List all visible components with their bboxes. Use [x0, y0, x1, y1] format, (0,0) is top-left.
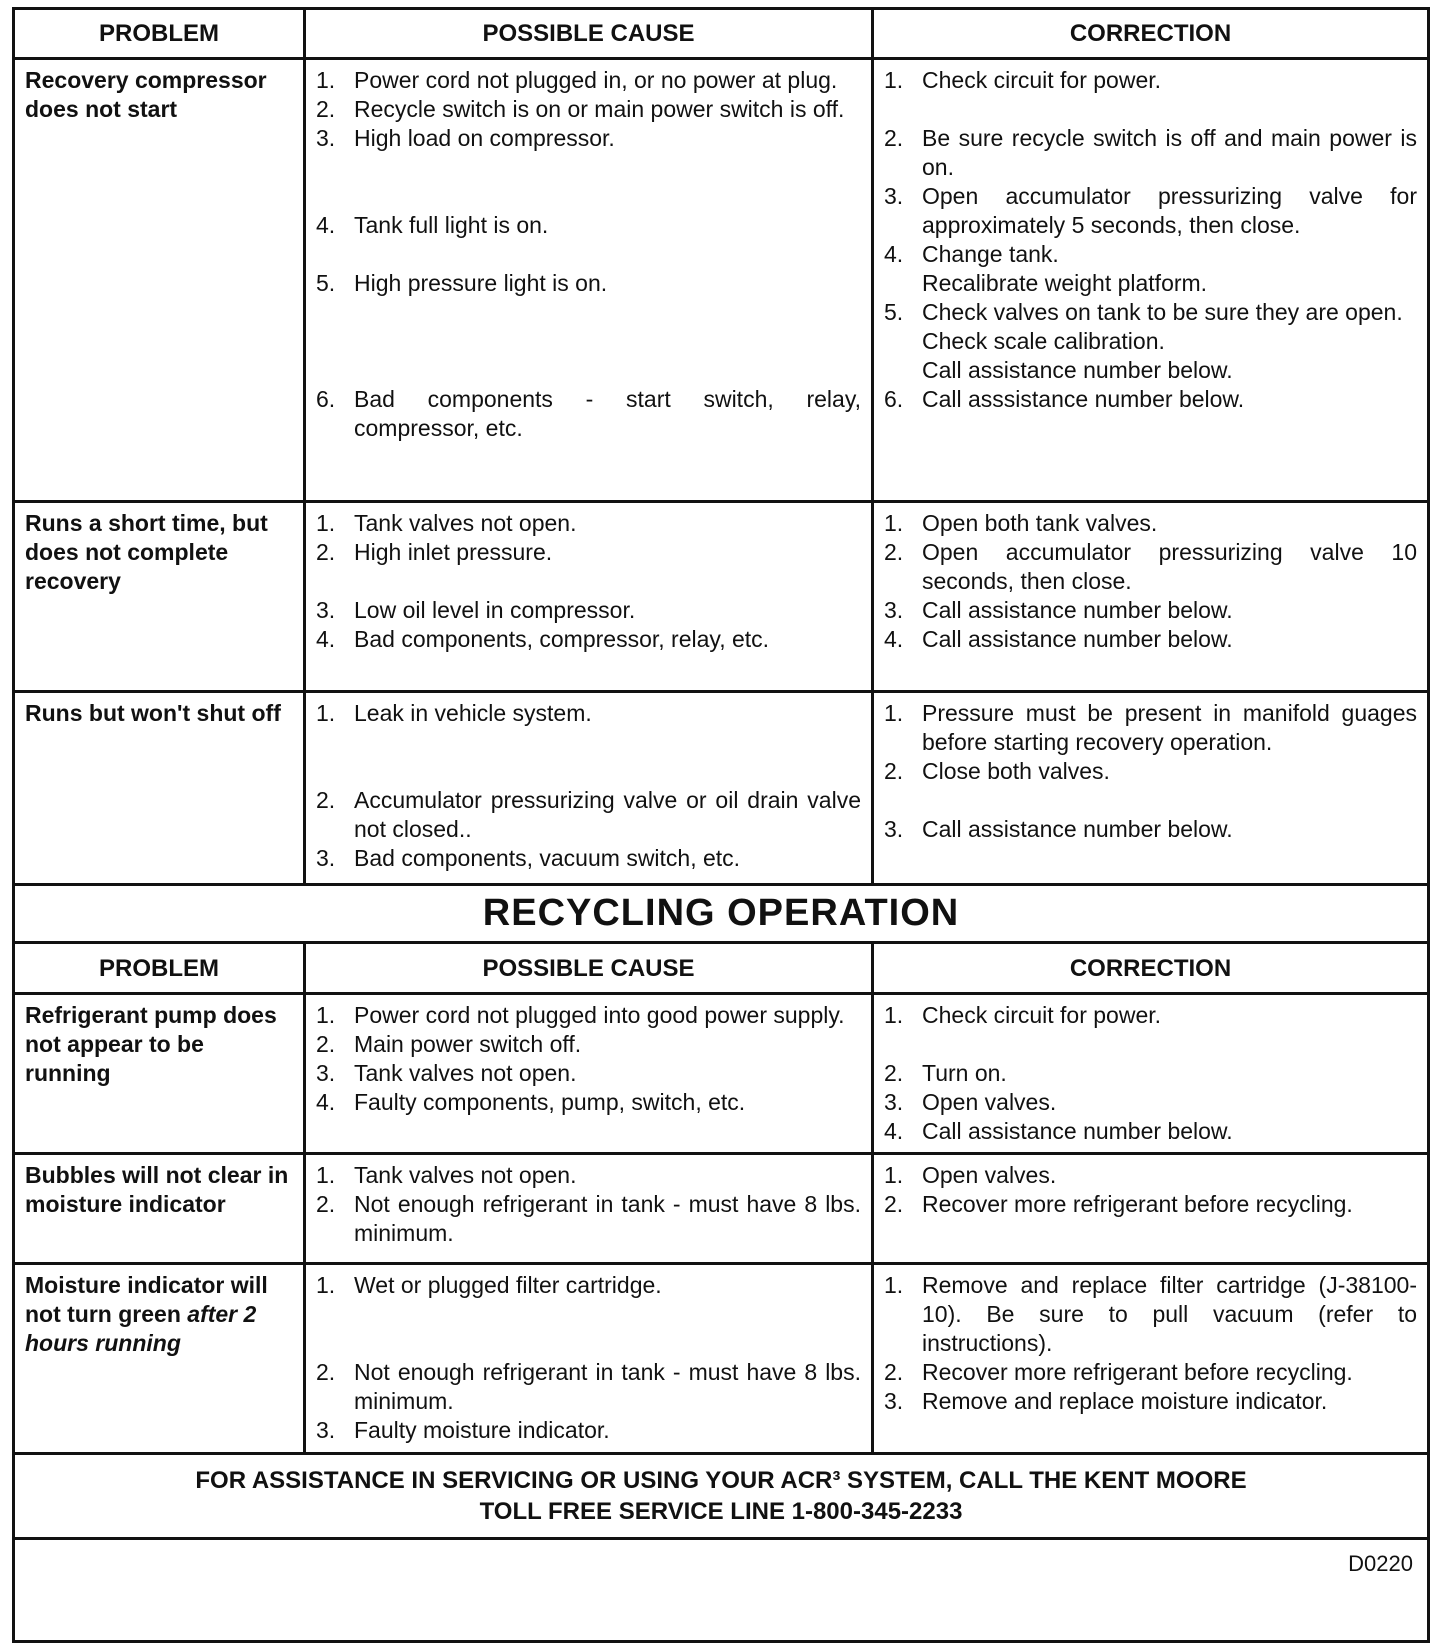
- correction-list: [884, 66, 1417, 414]
- list-item: 4. Call assistance number below.: [884, 626, 1233, 652]
- list-item: 3. Remove and replace moisture indicator.: [884, 1388, 1328, 1414]
- list-item: 3. Open accumulator pressurizing valve for approximately 5 seconds, then close.: [884, 183, 1417, 238]
- list-item: 3. High load on compressor.: [316, 125, 615, 151]
- list-item: 3. Tank valves not open.: [316, 1060, 577, 1086]
- list-item: 2. Not enough refrigerant in tank - must have 8 lbs. minimum.: [316, 1191, 861, 1246]
- cause-list: [316, 1271, 861, 1445]
- list-item: 3. Call assistance number below.: [884, 597, 1233, 623]
- list-item: 6. Call asssistance number below.: [884, 386, 1245, 412]
- list-item: 1. Tank valves not open.: [316, 510, 577, 536]
- list-item: 2. Recover more refrigerant before recycling.: [884, 1359, 1353, 1385]
- header-correction: CORRECTION: [1069, 20, 1232, 47]
- list-item: 2. Accumulator pressurizing valve or oil drain valve not closed..: [316, 787, 861, 842]
- list-item: 2. Recover more refrigerant before recycling.: [884, 1191, 1353, 1217]
- table-row: [15, 1155, 1427, 1265]
- cause-list: [316, 1161, 861, 1248]
- list-item: 6. Bad components - start switch, relay, compressor, etc.: [316, 386, 861, 441]
- list-item: 5. High pressure light is on.: [316, 270, 608, 296]
- list-item: 3. Bad components, vacuum switch, etc.: [316, 845, 741, 871]
- correction-list: [884, 1001, 1417, 1146]
- list-item: 1. Open both tank valves.: [884, 510, 1158, 536]
- list-item: 1. Remove and replace filter cartridge (J-38100-10). Be sure to pull vacuum (refer to instructions).: [884, 1272, 1417, 1356]
- table-row: [15, 1265, 1427, 1455]
- table-header: [15, 10, 1427, 60]
- cause-list: [316, 509, 861, 654]
- list-item: 2. High inlet pressure.: [316, 539, 553, 565]
- problem-text: Moisture indicator will not turn green after 2 hours running: [15, 1265, 306, 1452]
- list-item: 2. Close both valves.: [884, 758, 1110, 784]
- list-item: 1. Check circuit for power.: [884, 67, 1162, 93]
- cause-list: [316, 66, 861, 443]
- header-correction: CORRECTION: [1069, 954, 1232, 982]
- list-item: 3. Low oil level in compressor.: [316, 597, 636, 623]
- correction-list: [884, 1271, 1417, 1416]
- table-row: [15, 503, 1427, 693]
- list-item: 1. Pressure must be present in manifold guages before starting recovery operation.: [884, 700, 1417, 755]
- problem-text: Runs but won't shut off: [15, 693, 306, 883]
- list-item: 4. Change tank. Recalibrate weight platform.: [884, 241, 1208, 296]
- list-item: 2. Recycle switch is on or main power switch is off.: [316, 96, 845, 122]
- correction-list: [884, 1161, 1417, 1219]
- assistance-footer: [15, 1455, 1427, 1540]
- header-cause: POSSIBLE CAUSE: [306, 944, 874, 992]
- list-item: 3. Call assistance number below.: [884, 816, 1233, 842]
- problem-text: Refrigerant pump does not appear to be running: [15, 995, 306, 1152]
- list-item: 1. Leak in vehicle system.: [316, 700, 592, 726]
- list-item: 1. Power cord not plugged in, or no power at plug.: [316, 67, 838, 93]
- cause-list: [316, 699, 861, 873]
- list-item: 2. Turn on.: [884, 1060, 1007, 1086]
- list-item: 4. Bad components, compressor, relay, etc.: [316, 626, 770, 652]
- section-title: RECYCLING OPERATION: [15, 886, 1427, 944]
- list-item: 2. Not enough refrigerant in tank - must have 8 lbs. minimum.: [316, 1359, 861, 1414]
- correction-list: [884, 509, 1417, 654]
- list-item: 5. Check valves on tank to be sure they are open. Check scale calibration. Call assistance number below.: [884, 299, 1403, 383]
- cause-list: [316, 1001, 861, 1117]
- correction-list: [884, 699, 1417, 844]
- list-item: 3. Open valves.: [884, 1089, 1057, 1115]
- list-item: 4. Faulty components, pump, switch, etc.: [316, 1089, 746, 1115]
- troubleshooting-table: [12, 7, 1430, 1643]
- list-item: 1. Wet or plugged filter cartridge.: [316, 1272, 662, 1298]
- list-item: 1. Check circuit for power.: [884, 1002, 1162, 1028]
- list-item: 1. Power cord not plugged into good power supply.: [316, 1002, 845, 1028]
- list-item: 3. Faulty moisture indicator.: [316, 1417, 610, 1443]
- list-item: 1. Tank valves not open.: [316, 1162, 577, 1188]
- header-problem: PROBLEM: [15, 944, 306, 992]
- table-row: [15, 60, 1427, 503]
- footer-line-2: TOLL FREE SERVICE LINE 1-800-345-2233: [479, 1498, 963, 1525]
- header-problem: PROBLEM: [15, 10, 306, 57]
- footer-line-1: FOR ASSISTANCE IN SERVICING OR USING YOUR ACR³ SYSTEM, CALL THE KENT MOORE: [195, 1467, 1247, 1494]
- table-row: [15, 995, 1427, 1155]
- list-item: 4. Call assistance number below.: [884, 1118, 1233, 1144]
- problem-text: Recovery compressor does not start: [15, 60, 306, 500]
- list-item: 2. Main power switch off.: [316, 1031, 582, 1057]
- document-code: D0220: [1348, 1551, 1413, 1576]
- table-row: [15, 693, 1427, 886]
- problem-text: Runs a short time, but does not complete recovery: [15, 503, 306, 690]
- problem-text: Bubbles will not clear in moisture indicator: [15, 1155, 306, 1262]
- list-item: 2. Be sure recycle switch is off and main power is on.: [884, 125, 1417, 180]
- list-item: 2. Open accumulator pressurizing valve 10 seconds, then close.: [884, 539, 1417, 594]
- header-cause: POSSIBLE CAUSE: [306, 10, 874, 57]
- list-item: 1. Open valves.: [884, 1162, 1057, 1188]
- list-item: 4. Tank full light is on.: [316, 212, 549, 238]
- table-header: [15, 944, 1427, 995]
